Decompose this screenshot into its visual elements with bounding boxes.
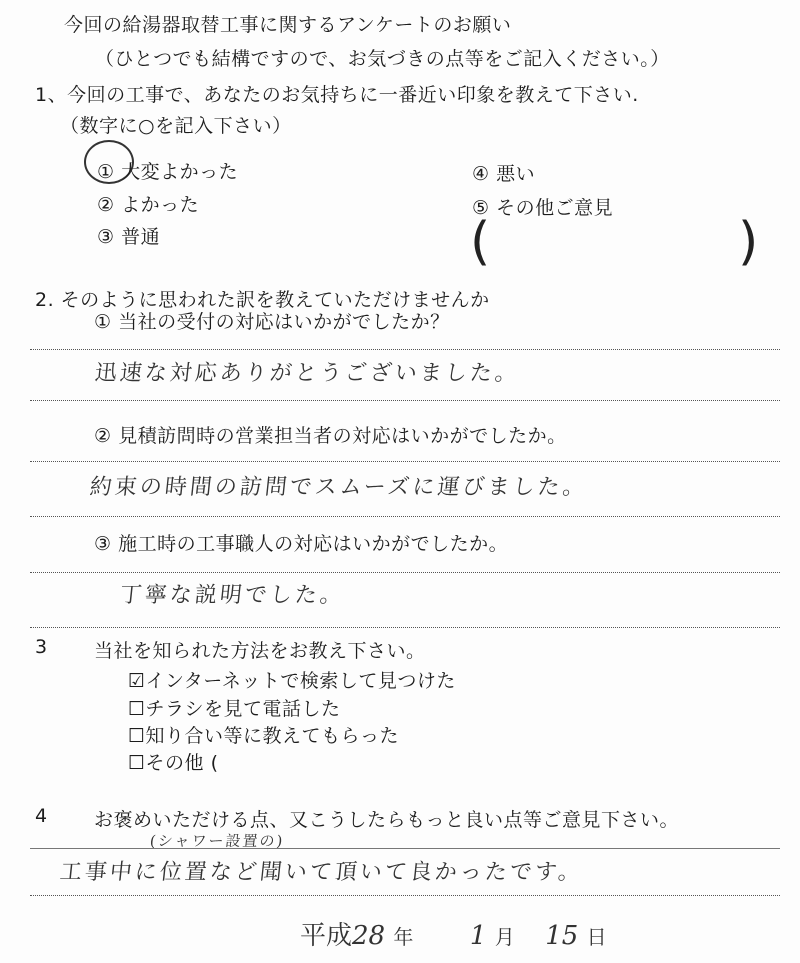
q2-sub2: ② 見積訪問時の営業担当者の対応はいかがでしたか。 [94,425,567,447]
date-day-label: 日 [586,925,607,949]
date-month-label: 月 [494,925,515,949]
q1-instruction: （数字に○を記入下さい） [60,115,292,137]
q3-number: 3 [35,636,48,658]
q1-option-3[interactable]: ③ 普通 [97,226,161,248]
q4-answer[interactable]: 工事中に位置など聞いて頂いて良かったです。 [58,860,585,885]
answer-line [30,572,780,573]
date-year-label: 年 [393,925,414,949]
q2-sub3: ③ 施工時の工事職人の対応はいかがでしたか。 [94,533,509,555]
date-era: 平成 [300,921,353,951]
q4-number: 4 [35,805,48,827]
answer-line [30,400,780,401]
q2-answer-3[interactable]: 丁寧な説明でした。 [118,583,347,608]
other-open-paren: ( [470,212,491,272]
q4-question: お褒めいただける点、又こうしたらもっと良い点等ご意見下さい。 [94,809,680,831]
date-month[interactable]: 1 [469,921,487,951]
q1-option-1[interactable]: ① 大変よかった [97,161,239,183]
q2-answer-1[interactable]: 迅速な対応ありがとうございました。 [93,361,522,386]
q1-option-5[interactable]: ⑤ その他ご意見 [472,197,614,219]
date-day[interactable]: 15 [545,921,579,951]
checkbox-icon[interactable]: ☐ [128,752,146,774]
q3-option-other[interactable]: ☐その他 ( [128,752,219,774]
answer-line [30,349,780,350]
q2-sub1: ① 当社の受付の対応はいかがでしたか？ [94,311,450,333]
answer-line [30,516,780,517]
q3-option-flyer[interactable]: ☐チラシを見て電話した [128,698,341,720]
checkbox-checked-icon[interactable]: ☑ [128,670,146,692]
q3-option-acquaintance[interactable]: ☐知り合い等に教えてもらった [128,725,400,747]
date-row [300,915,607,952]
checkbox-icon[interactable]: ☐ [128,725,146,747]
checkbox-icon[interactable]: ☐ [128,698,146,720]
answer-line [30,461,780,462]
q3-option-internet[interactable]: ☑インターネットで検索して見つけた [128,670,456,692]
q1-option-2[interactable]: ② よかった [97,194,200,216]
other-close-paren: ) [738,212,759,272]
survey-subtitle: （ひとつでも結構ですので、お気づきの点等をご記入ください。） [95,48,670,70]
q1-option-4[interactable]: ④ 悪い [472,163,536,185]
survey-title: 今回の給湯器取替工事に関するアンケートのお願い [64,14,512,36]
answer-line [30,895,780,896]
date-year[interactable]: 28 [352,921,386,951]
q2-answer-2[interactable]: 約束の時間の訪問でスムーズに運びました。 [88,475,589,500]
q2-question: 2. そのように思われた訳を教えていただけませんか [35,289,490,311]
answer-line [30,848,780,849]
q4-note[interactable]: (シャワー設置の) [149,832,286,850]
answer-line [30,627,780,628]
q1-question: 1、今回の工事で、あなたのお気持ちに一番近い印象を教えて下さい. [35,84,639,106]
q3-question: 当社を知られた方法をお教え下さい。 [94,640,426,662]
